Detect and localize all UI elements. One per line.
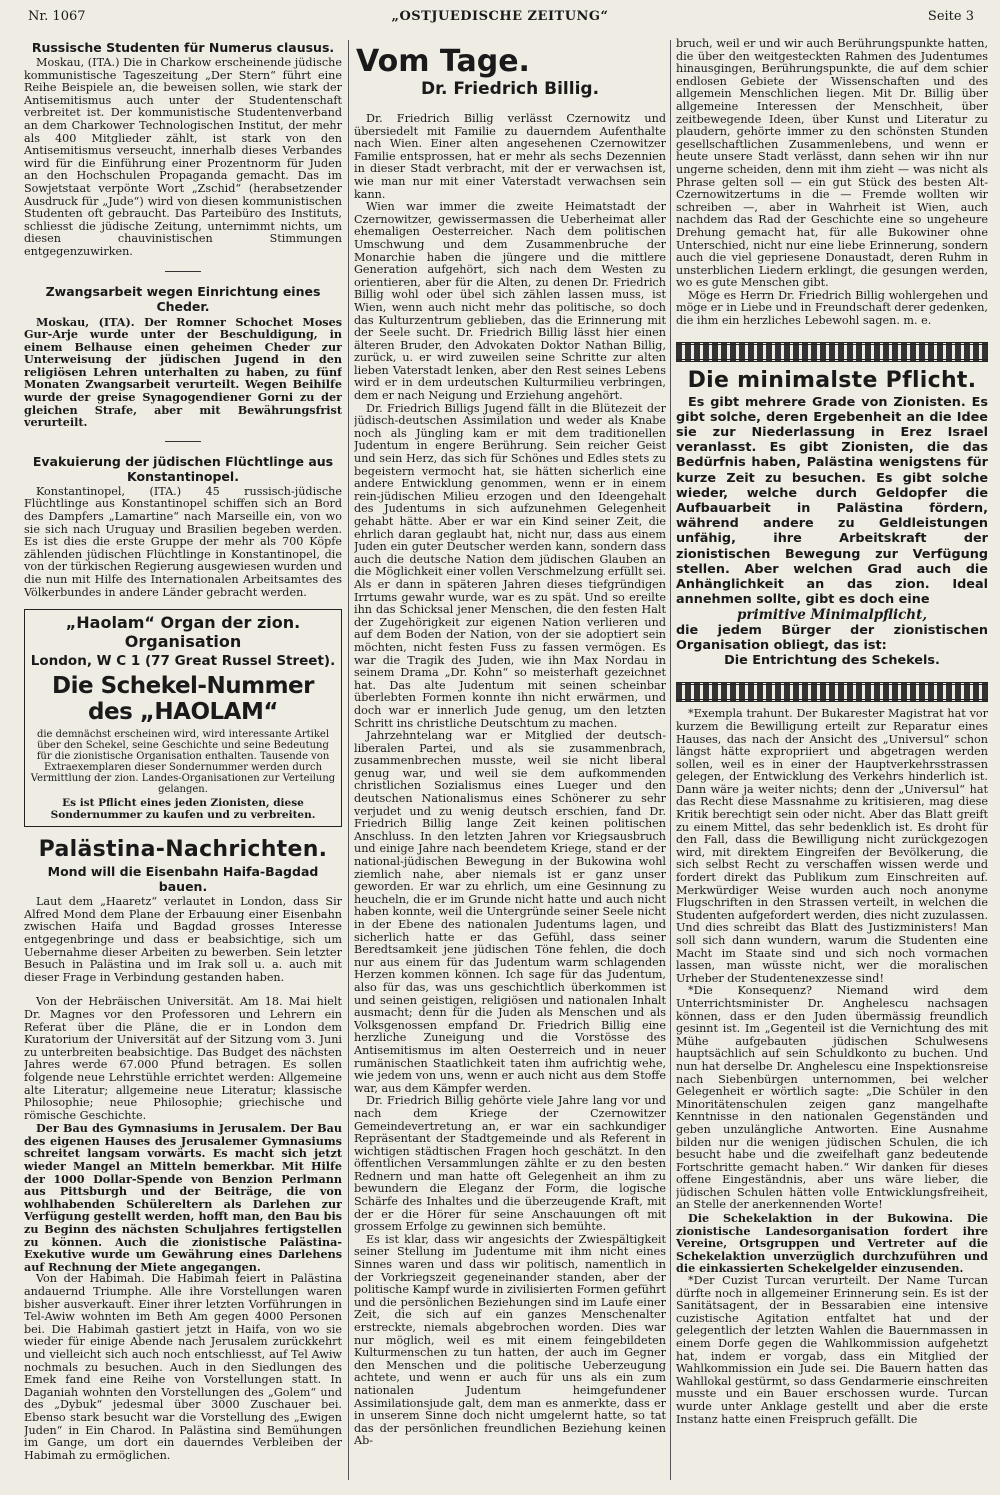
article-paragraph: Jahrzehntelang war er Mitglied der deutsch-liberalen Partei, und als sie zusammenbrach, zusammenbrechen musste, weil sie nicht liberal genug war, und weil sie dem aufkommenden christlichen Sozialismus eines Lueger und den deutschen Nationalismus eines Schönerer zu sehr verjudet und zu wenig deutsch erschien, fand Dr. Friedrich Billig lange Zeit keinen politischen Anschluss. In den letzten Jahren vor Kriegsausbruch und einige Jahre nach beendetem Kriege, stand er der national-jüdischen Bewegung in der Bukowina wohl ziemlich nahe, aber niemals ist er ganz unser geworden. Er war zu ehrlich, um eine Gesinnung zu heucheln, die er im Grunde nicht hatte und auch nicht haben konnte, weil die Untergründe seiner Seele nicht in der Ebene des nationalen Judentums lagen, und sicherlich hatte er das Gefühl, dass seiner Beredtsamkeit jene jüdischen Töne fehlen, die doch nur aus einem für das Judentum warm schlagenden Herzen kommen können. Ich sage für das Judentum, also für das, was uns geschichtlich überkommen ist und seinen geistigen, religiösen und nationalen Inhalt ausmacht; denn für die Juden als Menschen und als Volksgenossen empfand Dr. Friedrich Billig eine herzliche Zuneigung und die Vorstösse des Antisemitismus im alten Oesterreich und in neuer rumänischen Staatlichkeit taten ihm aufrichtig wehe, wie jedem von uns, wenn er auch nicht aus dem Stoffe war, aus dem Kämpfer werden.	[354, 729, 666, 1095]
news-item-exempla: *Exempla trahunt. Der Bukarester Magistrat hat vor kurzem die Bewilligung erteilt zur Reparatur eines Hauses, das nach der Ansicht des „Universul“ schon längst hätte expropriiert und abgetragen werden sollen, weil es in einer der Hauptverkehrsstrassen gelegen, der Entwicklung des Verkehrs hinderlich ist. Dann wäre ja weiter nichts; denn der „Universul“ hat das Recht diese Massnahme zu kritisieren, mag diese Kritik berechtigt sein oder nicht. Aber das Blatt greift zu einem Mittel, das sehr bedenklich ist. Es droht für den Fall, dass die Bewilligung nicht zurückgezogen wird, mit direktem Eingreifen der Bevölkerung, die sich selbst Recht zu verschaffen wissen werde und fordert direkt das Publikum zum Einschreiten auf. Merkwürdiger Weise wurden auch noch anonyme Flugschriften in den Strassen verteilt, in welchen die Studenten aufgefordert werden, dies nicht zuzulassen. Und dies schreibt das Blatt des Justizministers! Man soll sich dann wundern, warum die Studenten eine Macht im Staate sind und sich noch vormachen lassen, man wüsste nicht, wer die moralischen Urheber der Studentenexzesse sind!	[676, 707, 988, 985]
article-paragraph: Es ist klar, dass wir angesichts der Zwiespältigkeit seiner Stellung im Judentume mit ihm nicht eines Sinnes waren und dass wir politisch, namentlich in der Vorkriegszeit gegeneinander standen, aber der politische Kampf wurde in zivilisierten Formen geführt und die persönlichen Beziehungen sind im Laufe einer Zeit, die sich auf ein ganzes Menschenalter erstreckte, niemals abgebrochen worden. Dies war nur möglich, weil es mit einem feingebildeten Kulturmenschen zu tun hatten, der auch im Gegner den Menschen und die politische Ueberzeugung achtete, und wenn er auch für uns als ein zum nationalen Judentum heimgefundener Assimilationsjude galt, dem man es anmerkte, dass er in unserem Sinne doch nicht umgelernt hatte, so tat das der persönlichen freundlichen Beziehung keinen Ab-	[354, 1232, 666, 1448]
article-body-habimah: Von der Habimah. Die Habimah feiert in Palästina andauernd Triumphe. Alle ihre Vorstellungen waren bisher ausverkauft. Einer ihrer letzten Vorführungen in Tel-Awiw wohnten im Beth Am gegen 4000 Personen bei. Die Habimah gastiert jetzt in Haifa, von wo sie wieder für einige Abende nach Jerusalem zurückkehrt und vielleicht sich auch noch entschliesst, auf Tel Awiw nochmals zu besuchen. Auch in den Siedlungen des Emek fand eine Reihe von Vorstellungen statt. In Daganiah wohnten den Vorstellungen des „Golem“ und des „Dybuk“ jedesmal über 3000 Zuschauer bei. Ebenso stark besucht war die Vorstellung des „Ewigen Juden“ in Ein Charod. In Palästina sind Bemühungen im Gange, um dort ein dauerndes Verbleiben der Habimah zu ermöglichen.	[24, 1272, 342, 1462]
zionist-appeal	[676, 395, 988, 669]
masthead	[0, 0, 1000, 30]
newspaper-name: „OSTJUEDISCHE ZEITUNG“	[391, 9, 609, 24]
column-rule-right	[670, 40, 671, 1480]
news-item-konsequenz: *Die Konsequenz? Niemand wird dem Unterrichtsminister Dr. Anghelescu nachsagen können, dass er den Juden übermässig freundlich gesinnt ist. Im „Gegenteil ist die Vernichtung des mit Mühe aufgebauten jüdischen Schulwesens hauptsächlich auf sein Schuldkonto zu buchen. Und nun hat derselbe Dr. Anghelescu eine Inspektionsreise nach Siebenbürgen unternommen, bei welcher Gelegenheit er wörtlich sagte: „Die Schüler in den Minoritätenschulen zeigen ganz mangelhafte Kenntnisse in den nationalen Gegenständen und geben unzulängliche Antworten. Eine Ausnahme bilden nur die wenigen jüdischen Schulen, die ich besucht habe und die zweifelhaft ganz bedeutende Fortschritte gemacht haben.“ Wir danken für dieses offene Eingeständnis, aber uns wäre lieber, die jüdischen Schulen hätten volle Entwicklungsfreiheit, an Stelle der anerkennenden Worte!	[676, 984, 988, 1212]
article-body-evakuierung: Konstantinopel, (ITA.) 45 russisch-jüdische Flüchtlinge aus Konstantinopel schiffen sich an Bord des Dampfers „Lamartine“ nach Marseille ein, von wo sie sich nach Uruguay und Brasilien begeben werden. Es ist dies die erste Gruppe der mehr als 700 Köpfe zählenden jüdischen Flüchtlinge in Konstantinopel, die von der türkischen Regierung ausgewiesen wurden und die nun mit Hilfe des Internationalen Arbeitsamtes des Völkerbundes in andere Länder gebracht werden.	[24, 484, 342, 599]
article-body-universitaet: Von der Hebräischen Universität. Am 18. Mai hielt Dr. Magnes vor den Professoren und Lehrern ein Referat über die Pläne, die er in London dem Kuratorium der Universität auf der Sitzung vom 3. Juni zu unterbreiten beabsichtige. Das Budget des nächsten Jahres werde 67.000 Pfund betragen. Es sollen folgende neue Lehrstühle errichtet werden: Allgemeine alte Literatur; allgemeine neue Literatur; klassische Philosophie; neue Philosophie; griechische und römische Geschichte.	[24, 995, 342, 1122]
ad-title: Die Schekel-Nummer des „HAOLAM“	[52, 673, 314, 726]
article-paragraph: Dr. Friedrich Billigs Jugend fällt in die Blütezeit der jüdisch-deutschen Assimilation und weder als Knabe noch als Jüngling kam er mit dem traditionellen Judentum in engere Berührung. Sein reicher Geist und sein Herz, das sich für Schönes und Edles stets zu begeistern vermocht hat, sie hätten sicherlich eine andere Entwicklung genommen, wenn er in einem rein-jüdischen Milieu erzogen und den Ideengehalt des Judentums in sich aufzunehmen Gelegenheit gehabt hätte. Aber er war ein Kind seiner Zeit, die ehrlich daran geglaubt hat, nicht nur, dass aus einem Juden ein guter Deutscher werden kann, sondern dass auch die deutsche Nation dem jüdischen Glauben an die Möglichkeit einer vollen Verschmelzung erfüllt sei. Als er dann in späteren Jahren dieses tiefgründigen Irrtums gewahr wurde, war es zu spät. Und so ereilte ihn das Schicksal jener Menschen, die den festen Halt der Zugehörigkeit zur eigenen Nation verlieren und auf dem Boden der Nation, von der sie adoptiert sein möchten, nicht festen Fuss zu fassen vermögen. Es war die Tragik des Juden, wie ihn Max Nordau in seinem Drama „Dr. Kohn“ so meisterhaft gezeichnet hat. Das alte Judentum mit seinen scheinbar überlebten Formen konnte ihn nicht erwärmen, und doch war er innerlich Jude genug, um den letzten Schritt ins christliche Deutschtum zu machen.	[354, 401, 666, 730]
appeal-emphasis: primitive Minimalpflicht,	[736, 606, 928, 623]
news-item-schekelaktion: Die Schekelaktion in der Bukowina. Die zionistische Landesorganisation fordert ihre Vereine, Ortsgruppen und Vertreter auf die Schekelaktion unverzüglich durchzuführen und die einkassierten Schekelgelder einzusenden.	[676, 1211, 988, 1276]
appeal-body: Es gibt mehrere Grade von Zionisten. Es gibt solche, deren Ergebenheit an die Idee sie zur Niederlassung in Erez Israel veranlasst. Es gibt Zionisten, die das Bedürfnis haben, Palästina wenigstens für kurze Zeit zu besuchen. Es gibt solche wieder, welche durch Geldopfer die Aufbauarbeit in Palästina fördern, während andere zu Geldleistungen unfähig, ihre Arbeitskraft der zionistischen Bewegung zur Verfügung stellen. Aber welchen Grad auch die Anhänglichkeit an das zion. Ideal annehmen sollte, gibt es doch eine	[676, 394, 988, 608]
column-rule-left	[348, 40, 349, 1480]
separator	[165, 271, 201, 272]
appeal-tail: die jedem Bürger der zionistischen Organisation obliegt, das ist:	[676, 622, 988, 653]
article-gymnasium	[24, 1122, 342, 1273]
haolam-advertisement	[24, 609, 342, 827]
separator	[165, 441, 201, 442]
article-title-minimalste-pflicht: Die minimalste Pflicht.	[687, 367, 977, 393]
ad-headline: „Haolam“ Organ der zion. Organisation	[65, 613, 301, 652]
article-title-russische-studenten: Russische Studenten für Numerus clausus.	[31, 40, 335, 55]
article-body-russische-studenten: Moskau, (ITA.) Die in Charkow erscheinende jüdische kommunistische Tageszeitung „Der Stern“ führt eine Reihe Beispiele an, die beweisen sollen, wie stark der Antisemitismus auch unter der Studentenschaft verbreitet ist. Der kommunistische Studentenverband an dem Charkower Technologischen Institut, der mehr als 400 Mitglieder zählt, ist stark von den Antisemitismus verseucht, innerhalb dieses Verbandes wird für die Einführung einer Prozentnorm für Juden an den Hochschulen Propaganda gemacht. Das im Sowjetstaat verpönte Wort „Zschid“ (herabsetzender Ausdruck für „Jude“) wird von diesen kommunistischen Studenten oft gebraucht. Das Parteibüro des Instituts, schliesst die jüdische Zeitung, unternimmt nichts, um diesen chauvinistischen Stimmungen entgegenzuwirken.	[24, 56, 342, 258]
article-title-billig: Dr. Friedrich Billig.	[420, 79, 600, 99]
news-item-schekelaktion-wrap	[676, 1212, 988, 1275]
article-title-eisenbahn: Mond will die Eisenbahn Haifa-Bagdad bauen.	[47, 864, 319, 895]
article-body-eisenbahn: Laut dem „Haaretz“ verlautet in London, dass Sir Alfred Mond dem Plane der Erbauung einer Eisenbahn zwischen Haifa und Bagdad grosses Interesse entgegenbringe und dass er beabsichtige, sich um Uebernahme dieser Arbeiten zu bewerben. Sein letzter Besuch in Palästina und im Irak soll u. a. auch mit dieser Frage in Verbindung gestanden haben.	[24, 895, 342, 984]
ornamental-rule	[676, 682, 988, 702]
article-title-zwangsarbeit: Zwangsarbeit wegen Einrichtung eines Cheder.	[45, 283, 321, 314]
column-right	[676, 38, 988, 1426]
issue-number: Nr. 1067	[28, 9, 86, 24]
column-left	[24, 38, 342, 1462]
ad-call-to-action: Es ist Pflicht eines jeden Zionisten, diese Sondernummer zu kaufen und zu verbreiten.	[50, 797, 316, 821]
appeal-closing: Die Entrichtung des Schekels.	[724, 653, 940, 669]
article-body-zwangsarbeit: Moskau, (ITA). Der Romner Schochet Moses Gur-Arje wurde unter der Beschuldigung, in einem Belhause einen geheimen Cheder zur Unterweisung der jüdischen Jugend in den religiösen Lehren unterhalten zu haben, zu fünf Monaten Zwangsarbeit verurteilt. Wegen Beihilfe wurde der greise Synagogendiener Gorni zu der gleichen Strafe, aber mit Bewährungsfrist verurteilt.	[24, 314, 342, 430]
article-paragraph: bruch, weil er und wir auch Berührungspunkte hatten, die über den weitgesteckten Rahmen des Judentumes hinausgingen, Berührungspunkte, die auf dem schier endlosen Gebiete der Wissenschaften und des allgemein Menschlichen liegen. Mit Dr. Billig über allgemeine Interessen der Menschheit, über zeitbewegende Ideen, über Kunst und Literatur zu plaudern, gehörte immer zu den schönsten Stunden gesellschaftlichen Zusammenlebens, und wenn er heute unsere Stadt verlässt, dann sehen wir ihn nur ungerne scheiden, denn mit ihm zieht — was nicht als Phrase gelten soll — ein gut Stück des besten Alt-Czernowitzertums in die — Fremde wollten wir schreiben —, aber in Wahrheit ist Wien, auch nachdem das Rad der Geschichte eine so ungeheure Drehung gemacht hat, für alle Bukowiner ohne Unterschied, nicht nur eine liebe Erinnerung, sondern auch die viel gepriesene Donaustadt, deren Ruhm in unsterblichen Liedern erklingt, die gesungen werden, wo es gute Menschen gibt.	[676, 38, 988, 290]
page-number: Seite 3	[927, 9, 974, 24]
article-body-gymnasium: Der Bau des Gymnasiums in Jerusalem. Der Bau des eigenen Hauses des Jerusalemer Gymnasiums schreitet langsam vorwärts. Es macht sich jetzt wieder Mangel an Mitteln bemerkbar. Mit Hilfe der 1000 Dollar-Spende von Benzion Perlmann aus Pittsburgh und der Beiträge, die von wohlhabenden Schülereltern als Darlehen zur Verfügung gestellt werden, hofft man, den Bau bis zu Beginn des nächsten Schuljahres fertigstellen zu können. Auch die zionistische Palästina-Exekutive wurde um Gewährung eines Darlehens auf Rechnung der Miete angegangen.	[24, 1121, 342, 1274]
article-signoff: Möge es Herrn Dr. Friedrich Billig wohlergehen und möge er in Liebe und in Freundschaft derer gedenken, die ihm ein herzliches Lebewohl sagen. m. e.	[676, 288, 988, 328]
ad-address: London, W C 1 (77 Great Russel Street).	[30, 653, 336, 670]
section-title-palaestina: Palästina-Nachrichten.	[38, 837, 328, 863]
ornamental-rule	[676, 342, 988, 362]
article-paragraph: Dr. Friedrich Billig verlässt Czernowitz und übersiedelt mit Familie zu dauerndem Aufenthalte nach Wien. Einer alten angesehenen Czernowitzer Familie entsprossen, hat er mehr als sechs Dezennien in dieser Stadt verbracht, mit der er verwachsen ist, wie man nur mit einer Vaterstadt verwachsen sein kann.	[354, 112, 666, 201]
article-zwangsarbeit	[24, 284, 342, 429]
column-middle	[354, 38, 666, 1448]
article-paragraph: Dr. Friedrich Billig gehörte viele Jahre lang vor und nach dem Kriege der Czernowitzer Gemeindevertretung an, er war ein sachkundiger Repräsentant der Stadtgemeinde und als Referent in wichtigen städtischen Fragen hoch geschätzt. In den öffentlichen Versammlungen zählte er zu den besten Rednern und man hatte oft Gelegenheit an ihm zu bewundern die Eleganz der Form, die logische Schärfe des Inhaltes und die überzeugende Kraft, mit der er die Hörer für seine Anschauungen oft mit grossem Erfolge zu gewinnen sich bemühte.	[354, 1094, 666, 1234]
article-title-evakuierung: Evakuierung der jüdischen Flüchtlinge aus Konstantinopel.	[32, 453, 334, 484]
ad-description: die demnächst erscheinen wird, wird interessante Artikel über den Schekel, seine Geschichte und seine Bedeutung für die zionistische Organisation enthalten. Tausende von Extraexemplaren dieser Sondernummer werden durch Vermittlung der zion. Landes-Organisationen zur Verteilung gelangen.	[30, 729, 336, 796]
news-item-turcan: *Der Cuzist Turcan verurteilt. Der Name Turcan dürfte noch in allgemeiner Erinnerung sein. Es ist der Sanitätsagent, der in Bessarabien eine intensive cuzistische Agitation entfaltet hat und der gelegentlich der letzten Wahlen die Bauernmassen in einem Dorfe gegen die Wahlkommission aufgehetzt hat, indem er vorgab, dass ein Mitglied der Wahlkommission ein Jude sei. Die Bauern hatten das Wahllokal gestürmt, so dass Gendarmerie einschreiten musste und ein Bauer erschossen wurde. Turcan wurde unter Anklage gestellt und aber die erste Instanz hatte einen Freispruch gefällt. Die	[676, 1274, 988, 1426]
section-title-vom-tage: Vom Tage.	[356, 44, 530, 79]
article-paragraph: Wien war immer die zweite Heimatstadt der Czernowitzer, gewissermassen die Ueberheimat aller ehemaligen Oesterreicher. Nach dem politischen Umschwung und dem Zusammenbruche der Monarchie haben die jüngere und die mittlere Generation aufgehört, sich nach dem Westen zu orientieren, aber für die Alten, zu denen Dr. Friedrich Billig wohl oder übel sich zählen lassen muss, ist Wien, wenn auch nicht mehr das politische, so doch das Kulturzentrum geblieben, das die Erinnerung mit der Seele sucht. Dr. Friedrich Billig lässt hier einen älteren Bruder, den Advokaten Doktor Nathan Billig, zurück, u. er wird zuweilen seine Schritte zur alten lieben Vaterstadt lenken, aber den Rest seines Lebens wird er in dem urdeutschen Kulturmilieu verbringen, dem er nach Neigung und Erziehung angehört.	[354, 200, 666, 403]
